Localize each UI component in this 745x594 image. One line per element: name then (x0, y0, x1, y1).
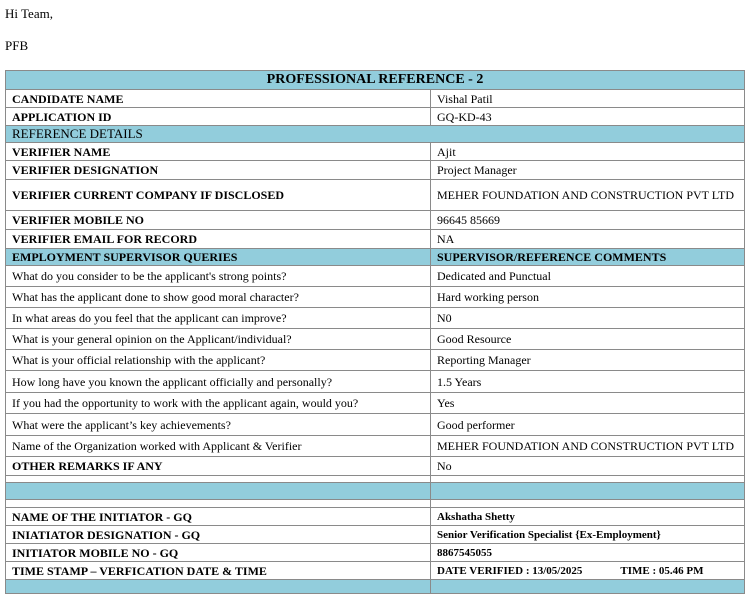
application-id-label: APPLICATION ID (6, 108, 431, 126)
table-row (6, 562, 745, 580)
query-answer: Hard working person (431, 287, 745, 308)
verifier-mobile-label: VERIFIER MOBILE NO (6, 211, 431, 230)
query-text: How long have you known the applicant officially and personally? (6, 371, 431, 393)
intro-text: PFB (5, 38, 29, 53)
table-row (6, 544, 745, 562)
table-row (6, 308, 745, 329)
initiator-name-value: Akshatha Shetty (431, 508, 745, 526)
table-row (6, 161, 745, 180)
query-answer: 1.5 Years (431, 371, 745, 393)
verifier-mobile-value: 96645 85669 (431, 211, 745, 230)
query-answer: N0 (431, 308, 745, 329)
query-text: What is your general opinion on the Applicant/individual? (6, 329, 431, 350)
initiator-name-label: NAME OF THE INITIATOR - GQ (6, 508, 431, 526)
verifier-company-label: VERIFIER CURRENT COMPANY IF DISCLOSED (6, 180, 431, 211)
query-text: Name of the Organization worked with Applicant & Verifier (6, 436, 431, 457)
query-text: What do you consider to be the applicant's strong points? (6, 266, 431, 287)
query-text: What is your official relationship with the applicant? (6, 350, 431, 371)
reference-table (5, 70, 745, 594)
blank-section-row (6, 483, 745, 500)
initiator-designation-value: Senior Verification Specialist {Ex-Employment} (431, 526, 745, 544)
verifier-company-value: MEHER FOUNDATION AND CONSTRUCTION PVT LTD (431, 180, 745, 211)
query-text: If you had the opportunity to work with the applicant again, would you? (6, 393, 431, 414)
table-row (6, 211, 745, 230)
verifier-email-label: VERIFIER EMAIL FOR RECORD (6, 230, 431, 249)
verifier-designation-value: Project Manager (431, 161, 745, 180)
table-row (6, 350, 745, 371)
date-verified: DATE VERIFIED : 13/05/2025 (437, 564, 583, 577)
query-answer: Good performer (431, 414, 745, 436)
footer-section-row (6, 580, 745, 594)
reference-section-header: REFERENCE DETAILS (6, 126, 745, 143)
table-row (6, 143, 745, 161)
table-row (6, 329, 745, 350)
table-row (6, 180, 745, 211)
query-answer: Good Resource (431, 329, 745, 350)
initiator-mobile-label: INITIATOR MOBILE NO - GQ (6, 544, 431, 562)
table-title: PROFESSIONAL REFERENCE - 2 (6, 71, 745, 90)
query-answer: Yes (431, 393, 745, 414)
query-text: What were the applicant’s key achievements? (6, 414, 431, 436)
queries-header-left: EMPLOYMENT SUPERVISOR QUERIES (6, 249, 431, 266)
table-row (6, 266, 745, 287)
table-row (6, 287, 745, 308)
timestamp-label: TIME STAMP – VERFICATION DATE & TIME (6, 562, 431, 580)
time-verified: TIME : 05.46 PM (620, 564, 704, 577)
query-text: What has the applicant done to show good moral character? (6, 287, 431, 308)
queries-header-right: SUPERVISOR/REFERENCE COMMENTS (431, 249, 745, 266)
verifier-name-label: VERIFIER NAME (6, 143, 431, 161)
application-id-value: GQ-KD-43 (431, 108, 745, 126)
queries-header-row (6, 249, 745, 266)
section-row (6, 126, 745, 143)
candidate-name-label: CANDIDATE NAME (6, 90, 431, 108)
spacer-row (6, 500, 745, 508)
table-row (6, 393, 745, 414)
table-row (6, 90, 745, 108)
table-row (6, 108, 745, 126)
verifier-email-value: NA (431, 230, 745, 249)
other-remarks-value: No (431, 457, 745, 476)
table-row (6, 414, 745, 436)
query-answer: Dedicated and Punctual (431, 266, 745, 287)
table-row (6, 230, 745, 249)
table-row (6, 371, 745, 393)
initiator-mobile-value: 8867545055 (431, 544, 745, 562)
query-answer: Reporting Manager (431, 350, 745, 371)
query-answer: MEHER FOUNDATION AND CONSTRUCTION PVT LTD (431, 436, 745, 457)
table-row (6, 508, 745, 526)
table-row (6, 436, 745, 457)
initiator-designation-label: INIATIATOR DESIGNATION - GQ (6, 526, 431, 544)
candidate-name-value: Vishal Patil (431, 90, 745, 108)
other-remarks-label: OTHER REMARKS IF ANY (6, 457, 431, 476)
table-row (6, 526, 745, 544)
timestamp-value (431, 562, 745, 580)
title-row (6, 71, 745, 90)
query-text: In what areas do you feel that the applicant can improve? (6, 308, 431, 329)
verifier-designation-label: VERIFIER DESIGNATION (6, 161, 431, 180)
greeting: Hi Team, (5, 6, 53, 21)
verifier-name-value: Ajit (431, 143, 745, 161)
table-row (6, 457, 745, 476)
spacer-row (6, 476, 745, 483)
